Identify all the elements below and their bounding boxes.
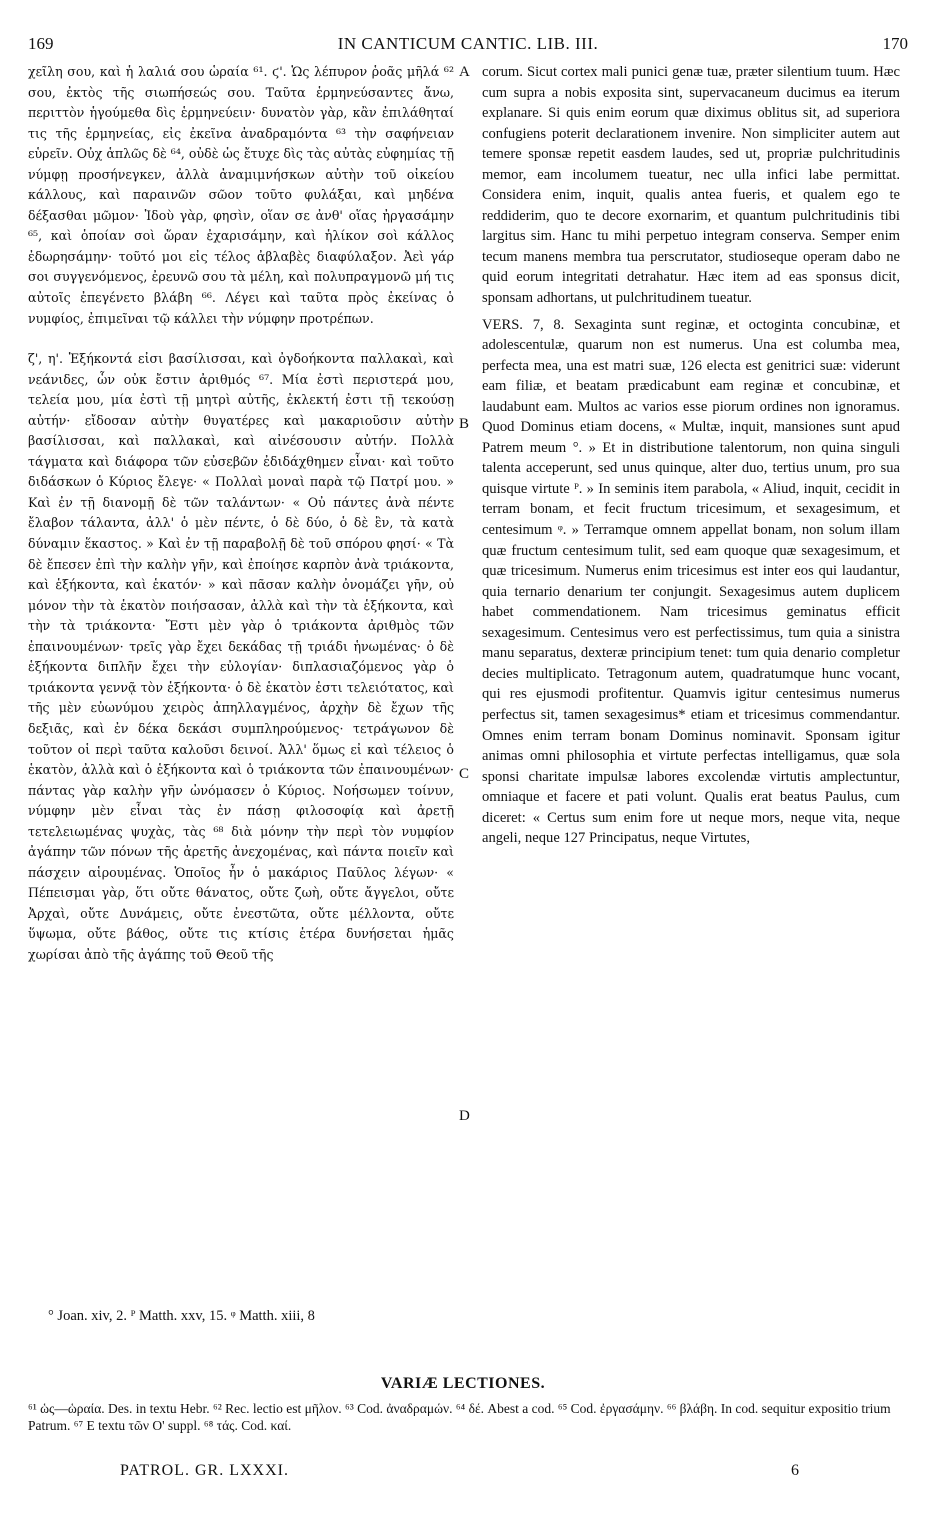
greek-paragraph-1: χεῖλη σου, καὶ ἡ λαλιά σου ὡραία ⁶¹. ϛ'. Ὡς λέπυρον ῥοᾶς μῆλά ⁶² σου, ἐκτὸς τῆς σιωπήσεώς σου. Ταῦτα ἑρμηνεύσαντες ἄνω, περιττὸν ἡγούμεθα δὶς ἑρμηνεύειν· δυνατὸν γὰρ, κἂν ἐπιλάθηταί τις τῆς ἑρμηνείας, εἰς ἐκεῖνα ἀναδραμόντα ⁶³ τὴν σαφήνειαν εὑρεῖν. Οὐχ ἁπλῶς δὲ ⁶⁴, οὐδὲ ὡς ἔτυχε δὶς τὰς αὐτὰς εὐφημίας τῇ νύμφῃ προσήνεγκεν, ἀλλὰ ἀναμιμνήσκων αὐτὴν τοῦ οἰκείου κάλλους, καὶ παραινῶν σῶον τοῦτο φυλάξαι, καὶ μηδένα δέξασθαι μῶμον· Ἰδοὺ γὰρ, φησὶν, οἵαν σε ἀνθ' οἵας ἠργασάμην ⁶⁵, καὶ ὁποίαν σοὶ ὥραν ἐχαρισάμην, καὶ ἡλίκον σοὶ κάλλος ἐδωρησάμην· τοῦτό μοι εἰς τέλος ἀβλαβὲς διαφύλαξον. Ἀεὶ γάρ σοι συγγενόμενος, ἐρευνῶ σου τὰ μέλη, καὶ πολυπραγμονῶ μή τις αὐτοῖς ἐπεγένετο βλάβη ⁶⁶. Λέγει καὶ ταῦτα πρὸς ἐκείνας ὁ νυμφίος, ἐπιμεῖναι τῷ κάλλει τὴν νύμφην προτρέπων.	[28, 64, 454, 326]
latin-paragraph-1: corum. Sicut cortex mali punici genæ tuæ, præter silentium tuum. Hæc cum supra a nobis exposita sint, supervacaneum ducimus ea iterum explanare. Si quis enim eorum quæ diximus oblitus sit, ad superiora confugiens poterit declarationem invenire. Non simpliciter autem aut temere sponsæ repetit easdem laudes, sed ut, propriæ pulchritudinis memor, eam incolumem tueatur, nec ulla infici labe permittat. Considera enim, inquit, qualis antea fueris, et qualem ego te reddiderim, quo te decore exornarim, et quantum pulchritudinis tibi largitus sim. Hanc tu mihi perpetuo integram conserva. Semper enim tecum manens membra tua perscrutator, studioseque operam dabo ne quid eorum integritati detrahatur. Hæc item ad eas sponsus dicit, sponsam adhortans, ut pulchritudinem tueatur.	[482, 64, 900, 307]
greek-paragraph-2: ζ', η'. Ἑξήκοντά εἰσι βασίλισσαι, καὶ ὀγδοήκοντα παλλακαὶ, καὶ νεάνιδες, ὧν οὐκ ἔστιν ἀριθμός ⁶⁷. Μία ἐστὶ περιστερά μου, τελεία μου, μία ἐστὶ τῇ μητρὶ αὐτῆς, ἐκλεκτή ἐστι τῇ τεκούσῃ αὐτήν· εἴδοσαν αὐτὴν θυγατέρες καὶ μακαριοῦσιν αὐτὴν βασίλισσαι, καὶ παλλακαὶ, καὶ αἰνέσουσιν αὐτήν. Πολλὰ τάγματα καὶ διάφορα τῶν εὐσεβῶν ἐδιδάχθημεν εἶναι· καὶ τοῦτο διδάσκων ὁ Κύριος ἔλεγε· « Πολλαὶ μοναὶ παρὰ τῷ Πατρί μου. » Καὶ ἐν τῇ διανομῇ δὲ τῶν ταλάντων· « Οὐ πάντες ἀνὰ πέντε ἔλαβον τάλαντα, ἀλλ' ὁ μὲν πέντε, ὁ δὲ δύο, ὁ δὲ ἓν, τὰ κατὰ δύναμιν ἕκαστος. » Καὶ ἐν τῇ παραβολῇ δὲ τοῦ σπόρου φησί· « Τὰ δὲ ἔπεσεν ἐπὶ τὴν καλὴν γῆν, καὶ ἐποίησε καρπὸν ἀνὰ τριάκοντα, καὶ ἑξήκοντα, καὶ ἑκατόν· » καὶ πᾶσαν καλὴν ὀνομάζει γῆν, οὐ μόνον τὴν τὰ ἑκατὸν ποιήσασαν, ἀλλὰ καὶ τὴν τὰ ἑξήκοντα, καὶ τὴν τὰ τριάκοντα· Ἔστι μὲν γὰρ ὁ τριάκοντα ἀριθμὸς τῶν ἐπαινουμένων· τρεῖς γὰρ ἔχει δεκάδας τῇ τριάδι ἡνωμένας· ὁ δὲ ἑξήκοντα διπλῆν ἔχει τὴν εὐλογίαν· διπλασιαζόμενος γὰρ ὁ τριάκοντα γεννᾷ τὸν ἑξήκοντα· ὁ δὲ ἑκατὸν ἐστι τελειότατος, καὶ τῆς μὲν εὐωνύμου χειρὸς ἀπηλλαγμένος, ἀρχὴν δὲ ἔχων τῆς δεξιᾶς, καὶ ἐν δέκα δεκάσι συμπληρούμενος· τετράγωνον δὲ τοῦτον οἱ περὶ ταῦτα καλοῦσι δεινοί. Ἀλλ' ὅμως εἰ καὶ τέλειος ὁ ἑκατὸν, ἀλλὰ καὶ ὁ ἑξήκοντα καὶ ὁ τριάκοντα τῶν ἐπαινουμένων· πάντας γὰρ καλὴν γῆν ὠνόμασεν ὁ Κύριος. Νοήσωμεν τοίνυν, νύμφην μὲν εἶναι τὰς ἐν πάσῃ φιλοσοφίᾳ καὶ ἀρετῇ τετελειωμένας ψυχὰς, τὰς ⁶⁸ διὰ μόνην τὴν περὶ τὸν νυμφίον ἀγάπην τῶν πόνων τῆς ἀρετῆς ἀνεχομένας, καὶ πάντα ποιεῖν καὶ πάσχειν αἱρουμένας. Ὁποῖος ἦν ὁ μακάριος Παῦλος λέγων· « Πέπεισμαι γὰρ, ὅτι οὔτε θάνατος, οὔτε ζωὴ, οὔτε ἄγγελοι, οὔτε Ἀρχαὶ, οὔτε Δυνάμεις, οὔτε ἐνεστῶτα, οὔτε μέλλοντα, οὔτε ὕψωμα, οὔτε βάθος, οὔτε τις κτίσις ἑτέρα δυνήσεται ἡμᾶς χωρίσαι ἀπὸ τῆς ἀγάπης τοῦ Θεοῦ τῆς	[28, 351, 454, 962]
margin-marker-a: A	[459, 64, 470, 80]
page-number-left: 169	[28, 34, 54, 53]
greek-column	[28, 62, 454, 966]
running-title: IN CANTICUM CANTIC. LIB. III.	[337, 34, 599, 53]
margin-marker-c: C	[459, 766, 470, 782]
page-number-right: 170	[882, 34, 908, 53]
scripture-footnotes: ° Joan. xiv, 2. ᴾ Matth. xxv, 15. ᵠ Matth. xiii, 8	[48, 1308, 315, 1324]
latin-paragraph-2: VERS. 7, 8. Sexaginta sunt reginæ, et octoginta concubinæ, et adolescentulæ, quarum non est numerus. Una est columba mea, perfecta mea, una est matri suæ, 126 electa est genitrici suæ: viderunt eam filiæ, et beatam prædicabunt eam reginæ et concubinæ, et laudabunt eam. Multos ac varios esse piorum ordines non ignoramus. Quod Dominus etiam docens, « Multæ, inquit, mansiones sunt apud Patrem meum °. » Et in distributione talentorum, non quina singuli talenta acceperunt, sed unus quinque, alter duo, tertius unum, pro sua quisque virtute ᴾ. » In seminis item parabola, « Aliud, inquit, cecidit in terram bonam, et fecit fructum tricesimum, et sexagesimum, et centesimum ᵠ. » Terramque omnem appellat bonam, non solum illam quæ fructum centesimum tulit, sed eam quoque quæ sexagesimum, et quæ tricesimum. Numerus enim tricesimus est inter eos qui laudantur, quia ternario denarium ter conjungit. Sexagesimus autem duplicem habet commendationem. Nam tricesimus geminatus efficit sexagesimum. Centesimus vero est perfectissimus, tum quia a sinistra manu separatus, dexteræ principium tenet: tum quia denario completur decies multiplicato. Tetragonum autem, quadratumque hunc vocant, qui res ejusmodi profitentur. Quamvis igitur centesimus numerus perfectus sit, tamen sexagesimus* etiam et tricesimus commendantur. Omnes enim terram bonam Dominus nominavit. Sponsam igitur animas omni philosophia et virtute perfectas intelligamus, quæ sola sponsi charitate impulsæ labores excolendæ virtutis amplectuntur, omniaque et facere et pati volunt. Qualis erat beatus Paulus, cum diceret: « Certus sum enim fore ut neque mors, neque vita, neque angeli, neque 127 Principatus, neque Virtutes,	[482, 316, 900, 847]
margin-marker-b: B	[459, 416, 470, 432]
variae-lectiones-text: ⁶¹ ὡς—ὡραία. Des. in textu Hebr. ⁶² Rec. lectio est μῆλον. ⁶³ Cod. ἀναδραμών. ⁶⁴ δέ. Abest a cod. ⁶⁵ Cod. ἐργασάμην. ⁶⁶ βλάβη. In cod. sequitur expositio trium Patrum. ⁶⁷ E textu τῶν O' suppl. ⁶⁸ τάς. Cod. καί.	[28, 1401, 891, 1433]
gathering-number: 6	[791, 1462, 800, 1479]
margin-marker-d: D	[459, 1108, 470, 1124]
running-header	[28, 34, 908, 60]
series-signature: PATROL. GR. LXXXI.	[120, 1462, 289, 1479]
latin-column	[482, 62, 900, 849]
variae-lectiones-title: VARIÆ LECTIONES.	[380, 1375, 546, 1392]
